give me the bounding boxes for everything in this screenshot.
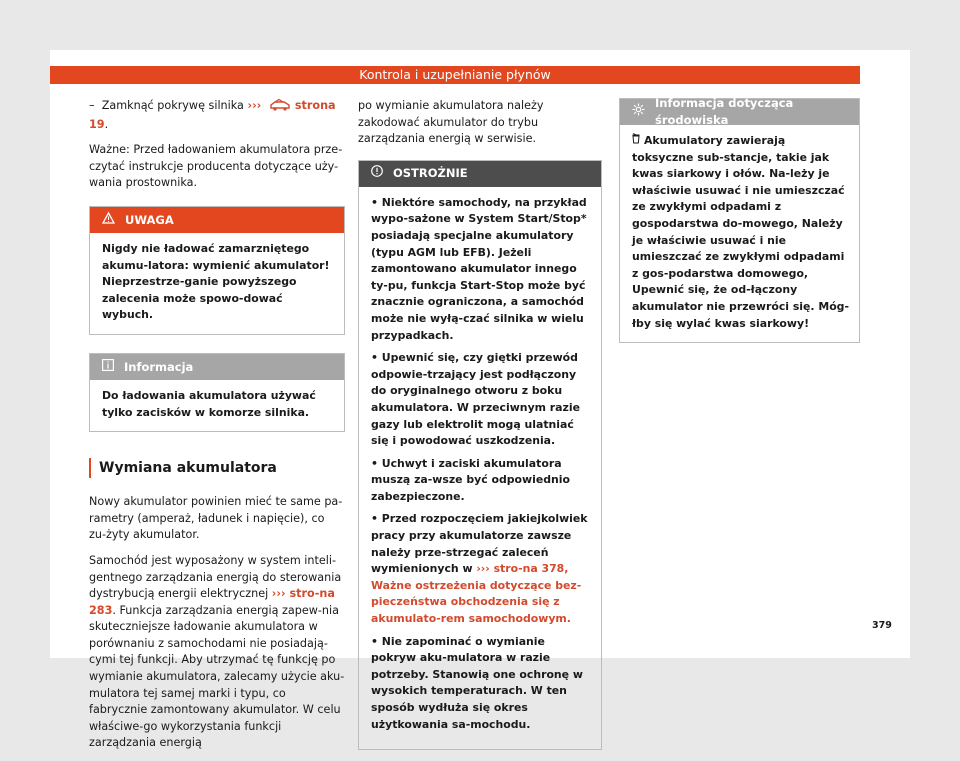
paragraph-wazne: Ważne: Przed ładowaniem akumulatora prze-czytać instrukcje producenta dotyczące uży-wania prostownika. [89,143,343,190]
ostroznie-title: OSTROŻNIE [393,166,468,181]
page-number: 379 [872,620,892,631]
caution-item-5: • Nie zapominać o wymianie pokryw aku-mulatora w razie potrzeby. Stanowią one ochronę w wysokich temperaturach. W ten sposób wydłuża się okres użytkowania sa-mochodu. [371,634,583,731]
uwaga-text: Nigdy nie ładować zamarzniętego akumu-latora: wymienić akumulator! Nieprzestrze-ganie powyższego zalecenia może spowo-dować wybuch. [102,241,330,322]
section-title-wymiana: Wymiana akumulatora [89,458,345,478]
environment-icon [632,103,645,121]
uwaga-title: UWAGA [125,212,174,227]
caution-item-2: • Upewnić się, czy giętki przewód odpowie-trzający jest podłączony do oryginalnego otworu z boku akumulatora. W przeciwnym razie gazy lub elektrolit mogą ulatniać się i powodować uszkodzenia. [371,351,580,448]
page-header: Kontrola i uzupełnianie płynów [50,66,860,84]
warning-box-uwaga [89,206,345,335]
env-text: Akumulatory zawierają toksyczne sub-stancje, takie jak kwas siarkowy i ołów. Na-leży je właściwie usuwać i nie umieszczać ze zwykłymi odpadami z gospodarstwa do-mowego, Należy je właściwie usuwać i nie umieszczać ze zwykłymi odpadami z gos-podarstwa domowego, Upewnić się, że od-łączony akumulator nie przewróci się. Móg-łby się wylać kwas siarkowy! [632,134,849,330]
informacja-title: Informacja [124,359,194,374]
paragraph-continuation: po wymianie akumulatora należy zakodować akumulator do trybu zarządzania energią w serwisie. [358,99,544,146]
column-right [619,98,860,343]
link-strona-19[interactable]: strona 19 [89,99,336,131]
env-info-box [619,98,860,343]
column-middle [358,98,602,750]
car-hood-icon [269,99,291,117]
informacja-text: Do ładowania akumulatora używać tylko zacisków w komorze silnika. [102,388,316,419]
info-box-informacja [89,353,345,432]
info-icon [102,359,114,376]
caution-item-1: • Niektóre samochody, na przykład wypo-sażone w System Start/Stop* posiadają specjalne akumulatory (typu AGM lub EFB). Jeżeli zamontowano akumulator innego ty-pu, funkcja Start-Stop może być znacznie ograniczona, a samochód może nie wyłą-czać silnika w wielu przypadkach. [371,195,587,342]
link-strona-378[interactable]: ››› stro-na 378, Ważne ostrzeżenia dotyczące bez-pieczeństwa obchodzenia się z akumulato-rem samochodowym. [371,562,582,626]
step-close-hood: – Zamknąć pokrywę silnika ››› strona 19. [89,99,336,131]
paragraph-energy-management: Samochód jest wyposażony w system inteli-gentnego zarządzania energią do sterowania dystrybucją energii elektrycznej ››› stro-na 283. Funkcja zarządzania energią zapew-nia skuteczniejsze ładowanie akumulatora w porównaniu z samochodami nie posiadają-cymi tej funkcji. Aby utrzymać tę funkcję po wymianie akumulatora, zalecamy użycie aku-mulatora tej samej marki i typu, co fabrycznie zamontowany akumulator. W celu właściwe-go wykorzystania funkcji zarządzania energią [89,553,345,750]
link-strona-283[interactable]: ››› stro-na 283 [89,587,335,617]
caution-item-3: • Uchwyt i zaciski akumulatora muszą za-wsze być odpowiednio zabezpieczone. [371,456,570,503]
paragraph-new-battery: Nowy akumulator powinien mieć te same pa-rametry (amperaż, ładunek i napięcie), co zu-żyty akumulator. [89,495,343,542]
env-title: Informacja dotycząca środowiska [655,96,794,127]
column-left [89,98,345,761]
recycle-bin-icon [632,133,640,150]
caution-box-ostroznie [358,160,602,750]
warning-triangle-icon [102,212,115,229]
caution-circle-icon [371,165,383,182]
caution-item-4: • Przed rozpoczęciem jakiejkolwiek pracy przy akumulatorze zawsze należy prze-strzegać zaleceń wymienionych w ››› stro-na 378, Ważne ostrzeżenia dotyczące bez-pieczeństwa obchodzenia się z akumulato-rem samochodowym. [371,512,588,626]
